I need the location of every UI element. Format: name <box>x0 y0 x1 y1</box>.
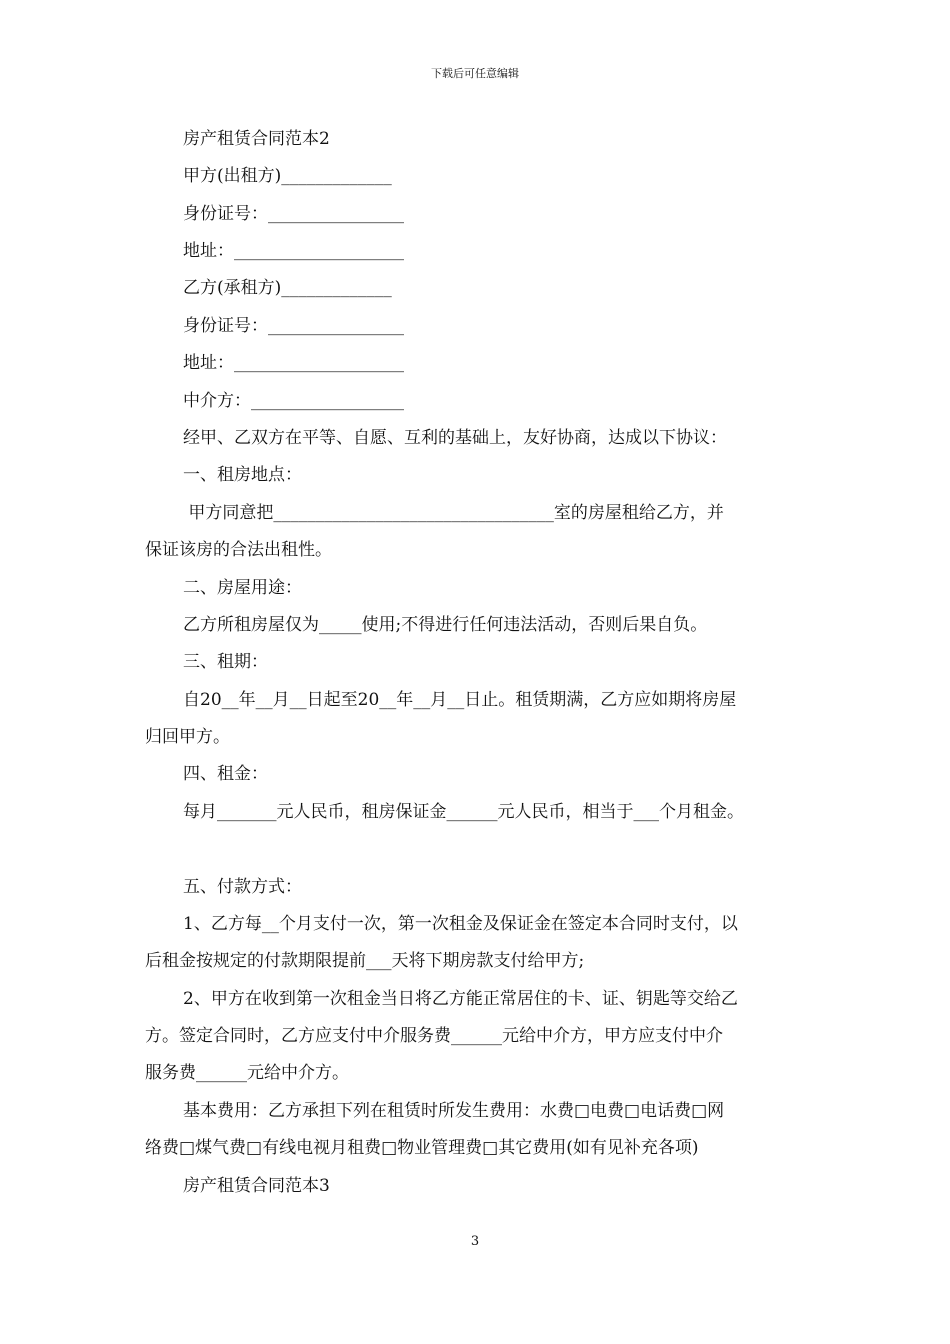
preamble: 经甲、乙双方在平等、自愿、互利的基础上，友好协商，达成以下协议： <box>183 428 727 448</box>
next-contract-title: 房产租赁合同范本3 <box>183 1176 330 1196</box>
section-1-text: 甲方同意把_________________________________室的房屋租给乙方，并 <box>183 503 724 523</box>
basic-fees: 络费□煤气费□有线电视月租费□物业管理费□其它费用(如有见补充各项) <box>145 1138 699 1158</box>
section-5-item-1: 1、乙方每__个月支付一次，第一次租金及保证金在签定本合同时支付，以 <box>183 914 738 934</box>
party-b-address-line: 地址：____________________ <box>183 353 404 373</box>
section-3-heading: 三、租期： <box>183 652 268 672</box>
section-4-text: 每月_______元人民币，租房保证金______元人民币，相当于___个月租金。 <box>183 802 744 822</box>
section-2-text: 乙方所租房屋仅为_____使用;不得进行任何违法活动，否则后果自负。 <box>183 615 708 635</box>
section-4-heading: 四、租金： <box>183 764 268 784</box>
party-b-line: 乙方(承租方)_____________ <box>183 278 392 298</box>
section-3-text: 自20__年__月__日起至20__年__月__日止。租赁期满，乙方应如期将房屋 <box>183 690 737 710</box>
party-a-id-line: 身份证号：________________ <box>183 204 404 224</box>
party-b-id-line: 身份证号：________________ <box>183 316 404 336</box>
party-a-address-line: 地址：____________________ <box>183 241 404 261</box>
section-5-heading: 五、付款方式： <box>183 877 302 897</box>
party-a-line: 甲方(出租方)_____________ <box>183 166 392 186</box>
basic-fees: 基本费用：乙方承担下列在租赁时所发生费用：水费□电费□电话费□网 <box>183 1101 725 1121</box>
section-1-heading: 一、租房地点： <box>183 465 302 485</box>
page-header: 下载后可任意编辑 <box>431 67 519 80</box>
section-5-item-2: 服务费______元给中介方。 <box>145 1063 349 1083</box>
contract-title: 房产租赁合同范本2 <box>183 129 330 149</box>
section-5-item-1: 后租金按规定的付款期限提前___天将下期房款支付给甲方; <box>145 951 585 971</box>
agent-line: 中介方：__________________ <box>183 391 404 411</box>
section-5-item-2: 2、甲方在收到第一次租金当日将乙方能正常居住的卡、证、钥匙等交给乙 <box>183 989 738 1009</box>
page-number: 3 <box>470 1234 480 1249</box>
section-5-item-2: 方。签定合同时，乙方应支付中介服务费______元给中介方，甲方应支付中介 <box>145 1026 723 1046</box>
section-3-text: 归回甲方。 <box>145 727 230 747</box>
section-2-heading: 二、房屋用途： <box>183 578 302 598</box>
section-1-text: 保证该房的合法出租性。 <box>145 540 332 560</box>
